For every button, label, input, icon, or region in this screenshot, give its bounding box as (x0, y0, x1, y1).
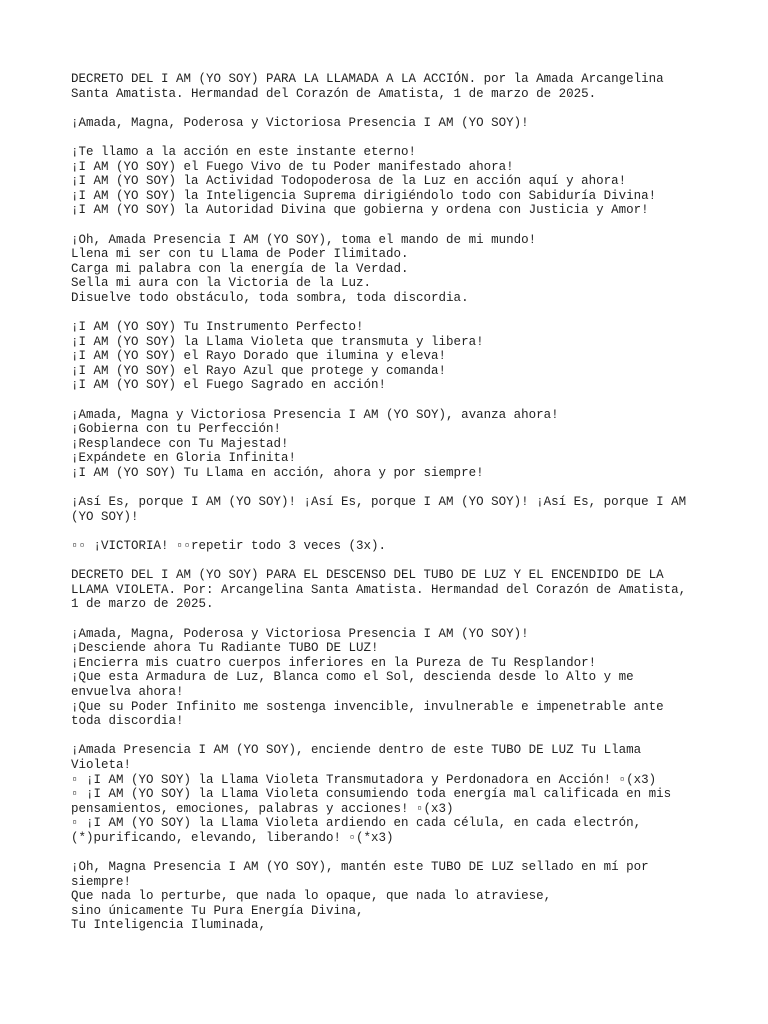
text-line: sino únicamente Tu Pura Energía Divina, (71, 903, 364, 918)
decree-paragraph (71, 568, 711, 612)
text-line: ¡I AM (YO SOY) el Fuego Vivo de tu Poder manifestado ahora! (71, 159, 514, 174)
text-line: siempre! (71, 874, 132, 889)
text-line: toda discordia! (71, 714, 184, 729)
text-line: ¡I AM (YO SOY) la Llama Violeta que transmuta y libera! (71, 334, 484, 349)
text-line: ¡I AM (YO SOY) el Rayo Azul que protege y comanda! (71, 363, 447, 378)
decree-paragraph (71, 320, 711, 393)
text-line: DECRETO DEL I AM (YO SOY) PARA EL DESCENSO DEL TUBO DE LUZ Y EL ENCENDIDO DE LA (71, 568, 664, 583)
text-line: Disuelve todo obstáculo, toda sombra, toda discordia. (71, 290, 469, 305)
text-line: Santa Amatista. Hermandad del Corazón de Amatista, 1 de marzo de 2025. (71, 86, 597, 101)
text-line: ¡Así Es, porque I AM (YO SOY)! ¡Así Es, porque I AM (YO SOY)! ¡Así Es, porque I AM (71, 495, 687, 510)
text-line: ¡I AM (YO SOY) el Rayo Dorado que ilumina y eleva! (71, 349, 447, 364)
text-line: pensamientos, emociones, palabras y acciones! ▫(x3) (71, 801, 454, 816)
text-line: ¡Que su Poder Infinito me sostenga invencible, invulnerable e impenetrable ante (71, 699, 664, 714)
text-line: Que nada lo perturbe, que nada lo opaque, que nada lo atraviese, (71, 889, 552, 904)
decree-paragraph (71, 495, 711, 524)
decree-paragraph (71, 145, 711, 218)
decree-paragraph (71, 72, 711, 101)
decree-paragraph (71, 116, 711, 131)
decree-paragraph (71, 627, 711, 729)
text-line: ▫ ¡I AM (YO SOY) la Llama Violeta ardiendo en cada célula, en cada electrón, (71, 816, 642, 831)
text-line: ¡Oh, Amada Presencia I AM (YO SOY), toma el mando de mi mundo! (71, 232, 537, 247)
text-line: ¡I AM (YO SOY) Tu Llama en acción, ahora y por siempre! (71, 466, 484, 481)
decree-paragraph (71, 233, 711, 306)
decree-paragraph (71, 743, 711, 845)
decree-paragraph (71, 860, 711, 933)
text-line: DECRETO DEL I AM (YO SOY) PARA LA LLAMADA A LA ACCIÓN. por la Amada Arcangelina (71, 72, 664, 86)
text-line: ¡Amada, Magna y Victoriosa Presencia I AM (YO SOY), avanza ahora! (71, 407, 559, 422)
text-line: Carga mi palabra con la energía de la Verdad. (71, 261, 409, 276)
text-line: ¡Gobierna con tu Perfección! (71, 422, 282, 437)
text-line: ¡Amada Presencia I AM (YO SOY), enciende dentro de este TUBO DE LUZ Tu Llama (71, 743, 642, 758)
text-line: ¡Que esta Armadura de Luz, Blanca como el Sol, descienda desde lo Alto y me (71, 670, 634, 685)
text-line: ¡Resplandece con Tu Majestad! (71, 436, 289, 451)
text-line: ▫ ¡I AM (YO SOY) la Llama Violeta consumiendo toda energía mal calificada en mis (71, 787, 672, 802)
text-line: envuelva ahora! (71, 684, 184, 699)
text-line: ¡Amada, Magna, Poderosa y Victoriosa Presencia I AM (YO SOY)! (71, 115, 529, 130)
text-line: Violeta! (71, 757, 132, 772)
text-line: ▫▫ ¡VICTORIA! ▫▫repetir todo 3 veces (3x). (71, 539, 387, 553)
text-line: Sella mi aura con la Victoria de la Luz. (71, 276, 372, 291)
text-line: ▫ ¡I AM (YO SOY) la Llama Violeta Transmutadora y Perdonadora en Acción! ▫(x3) (71, 772, 657, 787)
text-line: ¡I AM (YO SOY) la Autoridad Divina que gobierna y ordena con Justicia y Amor! (71, 203, 649, 218)
decree-paragraph (71, 408, 711, 481)
text-line: ¡I AM (YO SOY) la Inteligencia Suprema dirigiéndolo todo con Sabiduría Divina! (71, 188, 657, 203)
text-line: ¡I AM (YO SOY) Tu Instrumento Perfecto! (71, 320, 364, 335)
text-line: ¡Expándete en Gloria Infinita! (71, 451, 297, 466)
text-line: LLAMA VIOLETA. Por: Arcangelina Santa Amatista. Hermandad del Corazón de Amatista, (71, 582, 687, 597)
text-line: 1 de marzo de 2025. (71, 597, 214, 612)
text-line: (*)purificando, elevando, liberando! ▫(*x3) (71, 830, 394, 845)
text-line: ¡Desciende ahora Tu Radiante TUBO DE LUZ! (71, 641, 379, 656)
text-line: (YO SOY)! (71, 509, 139, 524)
text-line: ¡Te llamo a la acción en este instante eterno! (71, 144, 417, 159)
text-line: ¡Oh, Magna Presencia I AM (YO SOY), mantén este TUBO DE LUZ sellado en mí por (71, 860, 649, 875)
decree-paragraph (71, 539, 711, 554)
text-line: Tu Inteligencia Iluminada, (71, 918, 267, 933)
document-page (71, 72, 711, 948)
text-line: ¡Encierra mis cuatro cuerpos inferiores en la Pureza de Tu Resplandor! (71, 655, 597, 670)
text-line: Llena mi ser con tu Llama de Poder Ilimitado. (71, 247, 409, 262)
text-line: ¡Amada, Magna, Poderosa y Victoriosa Presencia I AM (YO SOY)! (71, 626, 529, 641)
text-line: ¡I AM (YO SOY) la Actividad Todopoderosa de la Luz en acción aquí y ahora! (71, 174, 627, 189)
text-line: ¡I AM (YO SOY) el Fuego Sagrado en acción! (71, 378, 387, 393)
